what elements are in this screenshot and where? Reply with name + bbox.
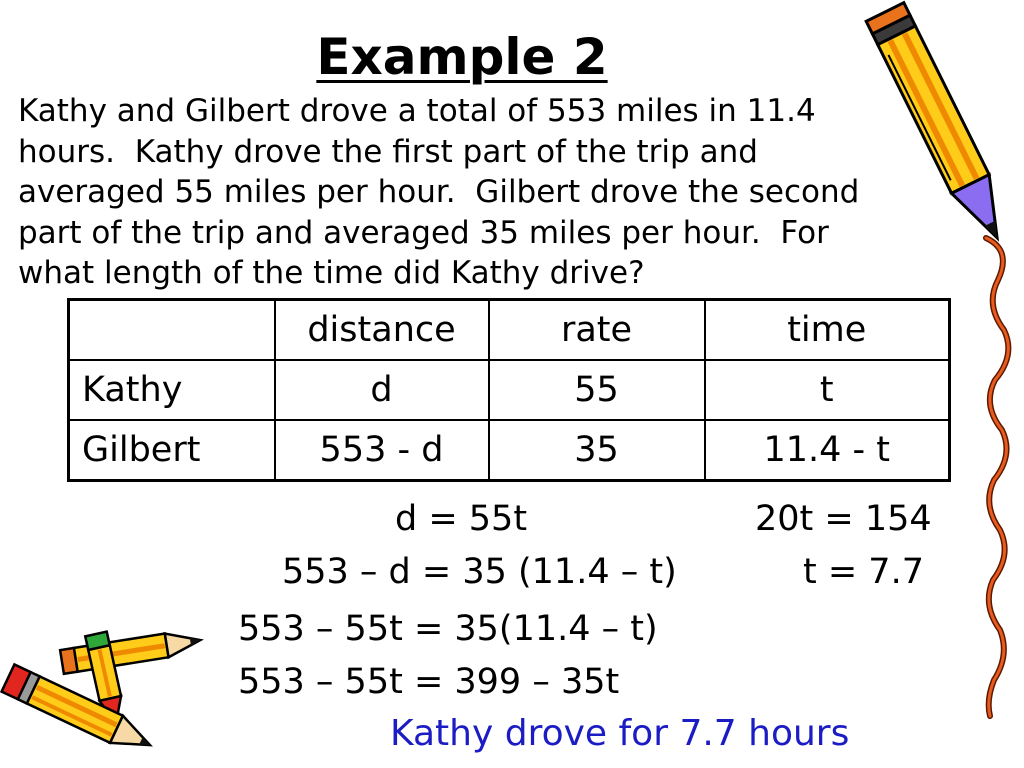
table-row-label: Kathy <box>69 360 275 420</box>
scribble-stroke <box>986 238 1008 716</box>
problem-statement <box>18 91 859 294</box>
table-cell-distance: 553 - d <box>275 420 489 481</box>
equation-line-right: t = 7.7 <box>803 552 924 592</box>
table-header-rate: rate <box>489 300 705 361</box>
problem-line: part of the trip and averaged 35 miles per hour. For <box>18 214 829 251</box>
pencil-cone <box>165 628 202 657</box>
table-row-label: Gilbert <box>69 420 275 481</box>
equation-line: d = 55t <box>395 499 528 539</box>
table-row <box>69 420 950 481</box>
pencil-diagonal <box>2 664 157 758</box>
table-header-time: time <box>705 300 950 361</box>
problem-line: averaged 55 miles per hour. Gilbert drove the second <box>18 174 860 210</box>
table-header-row <box>69 300 950 361</box>
table-header-distance: distance <box>275 300 489 361</box>
equation-line-right: 20t = 154 <box>755 499 932 539</box>
table-cell-rate: 55 <box>489 360 705 420</box>
pencil-horizontal <box>60 628 202 674</box>
problem-line: hours. Kathy drove the first part of the trip and <box>18 133 758 170</box>
table-cell-rate: 35 <box>489 420 705 481</box>
table-row <box>69 360 950 420</box>
answer-statement: Kathy drove for 7.7 hours <box>390 713 850 754</box>
rate-time-table <box>67 298 951 482</box>
crossed-pencils-icon <box>2 628 203 758</box>
scribble-line-icon <box>986 238 1008 716</box>
equation-line: 553 – 55t = 35(11.4 – t) <box>238 609 658 649</box>
table-cell-time: 11.4 - t <box>705 420 950 481</box>
table-corner-cell <box>69 300 275 361</box>
table-cell-distance: d <box>275 360 489 420</box>
equation-line: 553 – 55t = 399 – 35t <box>238 662 620 702</box>
equation-line: 553 – d = 35 (11.4 – t) <box>282 552 677 592</box>
problem-line: what length of the time did Kathy drive? <box>18 255 645 291</box>
table-cell-time: t <box>705 360 950 420</box>
problem-line: Kathy and Gilbert drove a total of 553 miles in 11.4 <box>18 93 816 129</box>
slide-title: Example 2 <box>316 28 608 86</box>
